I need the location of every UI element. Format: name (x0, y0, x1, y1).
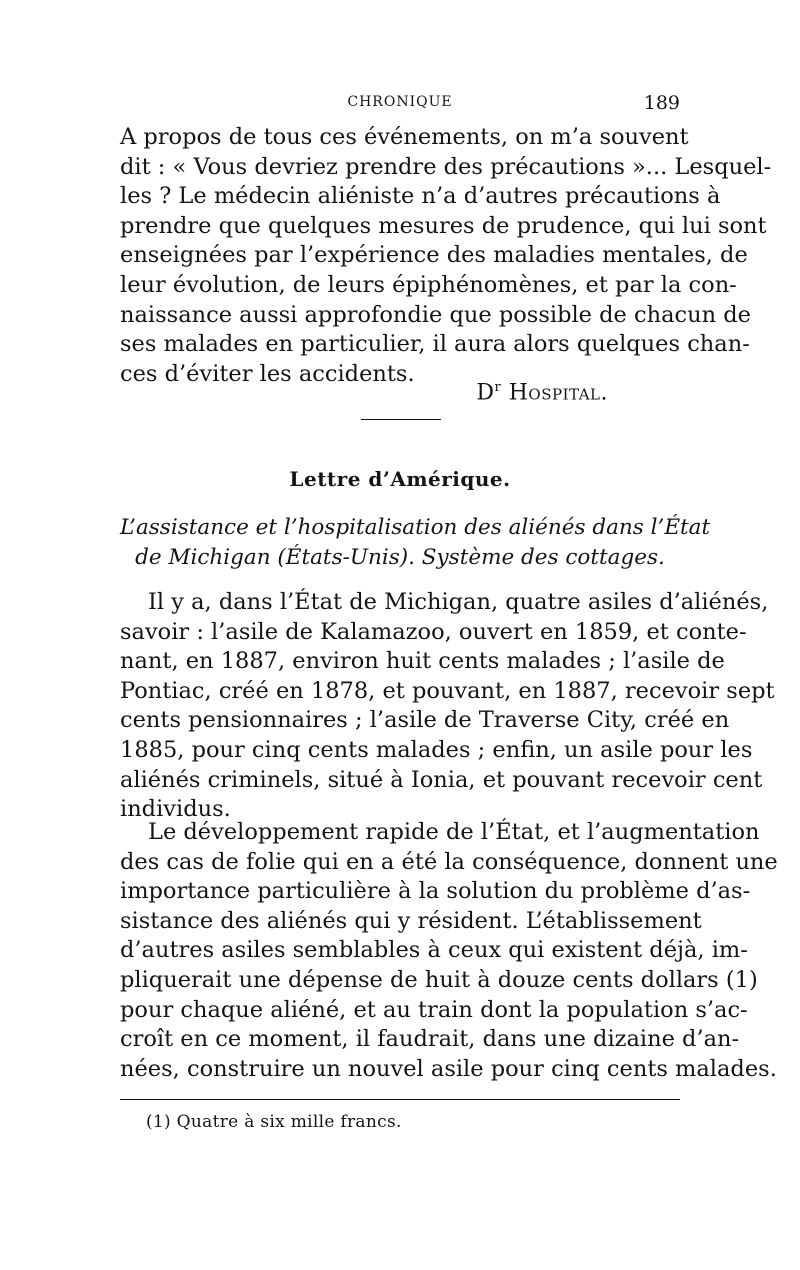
paragraph-asylums (120, 588, 775, 825)
text-line: 1885, pour cinq cents malades ; enfin, un asile pour les (120, 736, 753, 763)
page-number: 189 (643, 92, 680, 114)
text-line: d’autres asiles semblables à ceux qui existent déjà, im- (120, 937, 748, 964)
text-line: dit : « Vous devriez prendre des précautions »... Lesquel- (120, 153, 772, 180)
text-line: cents pensionnaires ; l’asile de Traverse City, créé en (120, 707, 730, 734)
subtitle-line: de Michigan (États-Unis). Système des cottages. (135, 544, 665, 570)
text-line: importance particulière à la solution du problème d’as- (120, 878, 751, 905)
text-line: prendre que quelques mesures de prudence, qui lui sont (120, 212, 767, 239)
section-title: Lettre d’Amérique. (289, 467, 511, 491)
text-line: A propos de tous ces événements, on m’a souvent (120, 124, 689, 150)
text-line: enseignées par l’expérience des maladies mentales, de (120, 242, 748, 269)
paragraph-development (120, 818, 778, 1084)
text-line: individus. (120, 796, 231, 823)
text-line: sistance des aliénés qui y résident. L’établissement (120, 907, 702, 934)
signature-superscript: r (494, 380, 502, 395)
running-head (120, 92, 680, 118)
footnote: (1) Quatre à six mille francs. (146, 1112, 402, 1132)
running-head-title: CHRONIQUE (347, 94, 453, 110)
text-line: Pontiac, créé en 1878, et pouvant, en 1887, recevoir sept (120, 677, 775, 704)
signature-name: Hospital. (508, 380, 608, 406)
text-line: des cas de folie qui en a été la conséquence, donnent une (120, 848, 778, 875)
text-line: leur évolution, de leurs épiphénomènes, et par la con- (120, 271, 737, 298)
paragraph-precautions (120, 123, 772, 389)
text-line: naissance aussi approfondie que possible de chacun de (120, 301, 751, 328)
section-subtitle (120, 513, 711, 572)
section-divider (361, 419, 441, 420)
text-line: Il y a, dans l’État de Michigan, quatre asiles d’aliénés, (148, 589, 769, 615)
subtitle-line: L’assistance et l’hospitalisation des aliénés dans l’État (120, 515, 711, 540)
text-line: Le développement rapide de l’État, et l’augmentation (148, 819, 760, 845)
text-line: ces d’éviter les accidents. (120, 360, 415, 387)
text-line: savoir : l’asile de Kalamazoo, ouvert en 1859, et conte- (120, 618, 747, 645)
footnote-rule (120, 1099, 680, 1100)
text-line: les ? Le médecin aliéniste n’a d’autres précautions à (120, 183, 721, 210)
text-line: nant, en 1887, environ huit cents malades ; l’asile de (120, 648, 725, 675)
text-line: ses malades en particulier, il aura alors quelques chan- (120, 331, 750, 358)
text-line: nées, construire un nouvel asile pour cinq cents malades. (120, 1055, 777, 1082)
text-line: aliénés criminels, situé à Ionia, et pouvant recevoir cent (120, 766, 763, 793)
text-line: croît en ce moment, il faudrait, dans une dizaine d’an- (120, 1026, 740, 1053)
author-signature (120, 380, 608, 405)
signature-prefix: D (476, 380, 495, 406)
text-line: pliquerait une dépense de huit à douze cents dollars (1) (120, 966, 758, 993)
text-line: pour chaque aliéné, et au train dont la population s’ac- (120, 996, 748, 1023)
